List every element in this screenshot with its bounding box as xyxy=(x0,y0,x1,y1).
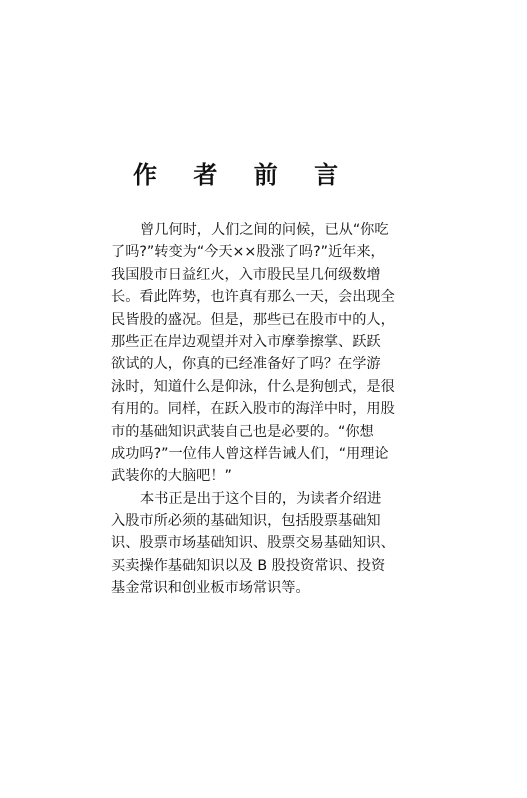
paragraph-1 xyxy=(111,219,396,488)
text-line: 基金常识和创业板市场常识等。 xyxy=(111,580,310,597)
text-line: 长。看此阵势，也许真有那么一天，会出现全 xyxy=(111,289,395,306)
text-line: 那些正在岸边观望并对入市摩拳擦掌、跃跃 xyxy=(111,333,381,350)
paragraph-2 xyxy=(111,488,396,600)
text-line: 有用的。同样，在跃入股市的海洋中时，用股 xyxy=(111,401,395,418)
text-line: 泳时，知道什么是仰泳，什么是狗刨式，是很 xyxy=(111,378,395,395)
text-line: 武装你的大脑吧！” xyxy=(111,468,232,485)
text-line: 买卖操作基础知识以及 B 股投资常识、投资 xyxy=(111,557,386,574)
text-line: 民皆股的盛况。但是，那些已在股市中的人， xyxy=(111,311,395,328)
page-title: 作 者 前 言 xyxy=(133,161,353,189)
text-line: 入股市所必须的基础知识，包括股票基础知 xyxy=(111,513,381,530)
text-line: 市的基础知识武装自己也是必要的。“你想 xyxy=(111,423,374,440)
text-line: 成功吗?”一位伟人曾这样告诫人们，“用理论 xyxy=(111,445,389,462)
text-line: 了吗?”转变为“今天××股涨了吗?”近年来， xyxy=(111,244,385,261)
text-line: 我国股市日益红火，入市股民呈几何级数增 xyxy=(111,266,381,283)
text-line: 识、股票市场基础知识、股票交易基础知识、 xyxy=(111,535,395,552)
text-line: 本书正是出于这个目的，为读者介绍进 xyxy=(140,490,382,507)
preface-body xyxy=(111,219,396,600)
text-line: 欲试的人，你真的已经准备好了吗？在学游 xyxy=(111,356,381,373)
text-line: 曾几何时，人们之间的问候，已从“你吃 xyxy=(140,222,389,238)
